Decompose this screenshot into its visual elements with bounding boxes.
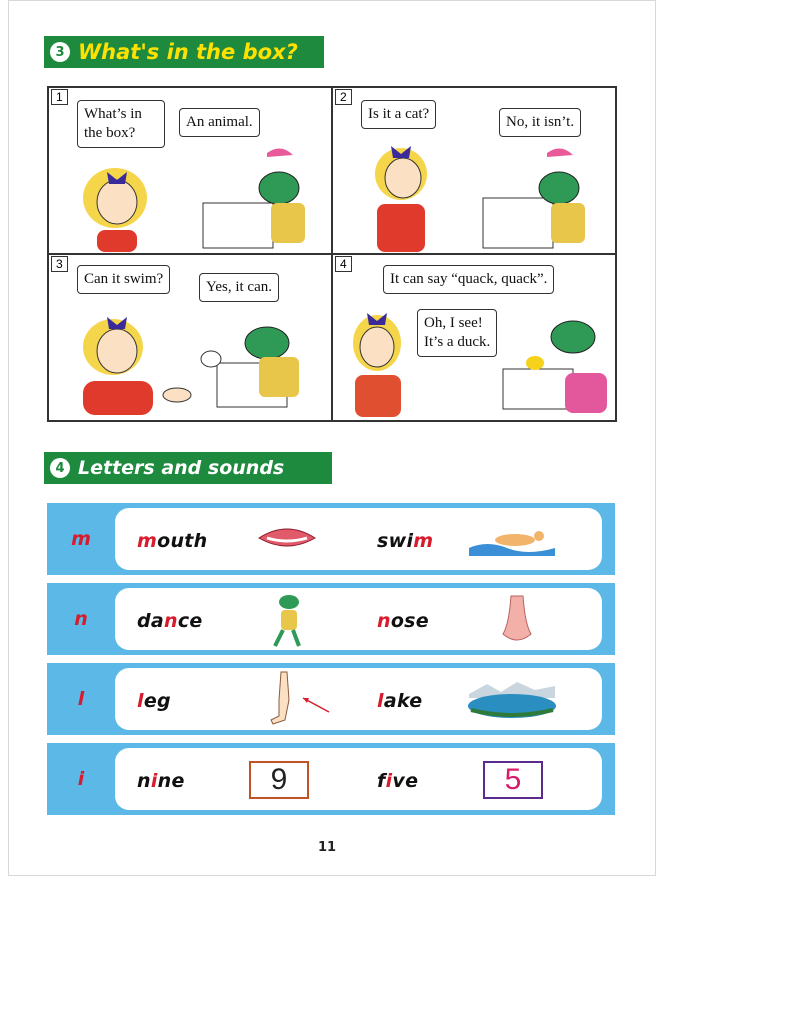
- panel-number: 1: [51, 89, 68, 105]
- dinosaur-with-box-icon: [197, 307, 317, 417]
- speech-bubble-girl: What’s in the box?: [77, 100, 165, 148]
- speech-bubble-dino: An animal.: [179, 108, 260, 137]
- row-card: [115, 748, 602, 810]
- word-dance: dance: [137, 610, 203, 632]
- letter-row-l: [47, 663, 615, 735]
- speech-bubble-dino: Yes, it can.: [199, 273, 279, 302]
- leg-icon: [265, 670, 335, 728]
- panel-number: 3: [51, 256, 68, 272]
- dinosaur-with-box-icon: [201, 143, 311, 253]
- comic-panel-2: [332, 87, 616, 254]
- speech-bubble-girl: Is it a cat?: [361, 100, 436, 129]
- number-9-box: 9: [249, 761, 309, 799]
- speech-bubble-girl: Can it swim?: [77, 265, 170, 294]
- word-nose: nose: [377, 610, 429, 632]
- girl-icon: [77, 156, 153, 252]
- panel-number: 4: [335, 256, 352, 272]
- row-card: [115, 508, 602, 570]
- girl-icon: [343, 303, 413, 419]
- girl-icon: [363, 138, 439, 253]
- panel-number: 2: [335, 89, 352, 105]
- speech-bubble-dino: No, it isn’t.: [499, 108, 581, 137]
- dancing-dinosaur-icon: [265, 592, 309, 648]
- nose-icon: [499, 594, 535, 646]
- comic-panel-3: [48, 254, 332, 421]
- dinosaur-with-duck-icon: [493, 307, 613, 419]
- lake-icon: [465, 680, 559, 720]
- word-nine: nine: [137, 770, 185, 792]
- comic-panel-1: [48, 87, 332, 254]
- word-swim: swim: [377, 530, 434, 552]
- section-3-title: What's in the box?: [78, 40, 298, 64]
- number-5-box: 5: [483, 761, 543, 799]
- word-lake: lake: [377, 690, 423, 712]
- word-mouth: mouth: [137, 530, 208, 552]
- letter-row-i: [47, 743, 615, 815]
- speech-bubble-dino: It can say “quack, quack”.: [383, 265, 554, 294]
- letters-sounds-table: [47, 503, 615, 813]
- word-five: five: [377, 770, 419, 792]
- swimmer-icon: [467, 522, 557, 558]
- row-letter: l: [77, 688, 85, 710]
- word-leg: leg: [137, 690, 171, 712]
- row-letter: i: [77, 768, 85, 790]
- row-card: [115, 668, 602, 730]
- section-3-header: [44, 36, 324, 68]
- dinosaur-with-box-icon: [481, 143, 591, 253]
- row-letter: m: [71, 528, 91, 550]
- mouth-icon: [255, 524, 319, 554]
- comic-strip: [47, 86, 617, 422]
- page-number: 11: [318, 840, 337, 855]
- girl-icon: [73, 307, 193, 417]
- comic-panel-4: [332, 254, 616, 421]
- letter-row-m: [47, 503, 615, 575]
- section-4-header: [44, 452, 332, 484]
- section-3-number: 3: [50, 42, 70, 62]
- letter-row-n: [47, 583, 615, 655]
- row-letter: n: [74, 608, 88, 630]
- section-4-title: Letters and sounds: [78, 457, 285, 479]
- section-4-number: 4: [50, 458, 70, 478]
- row-card: [115, 588, 602, 650]
- speech-bubble-girl: Oh, I see! It’s a duck.: [417, 309, 497, 357]
